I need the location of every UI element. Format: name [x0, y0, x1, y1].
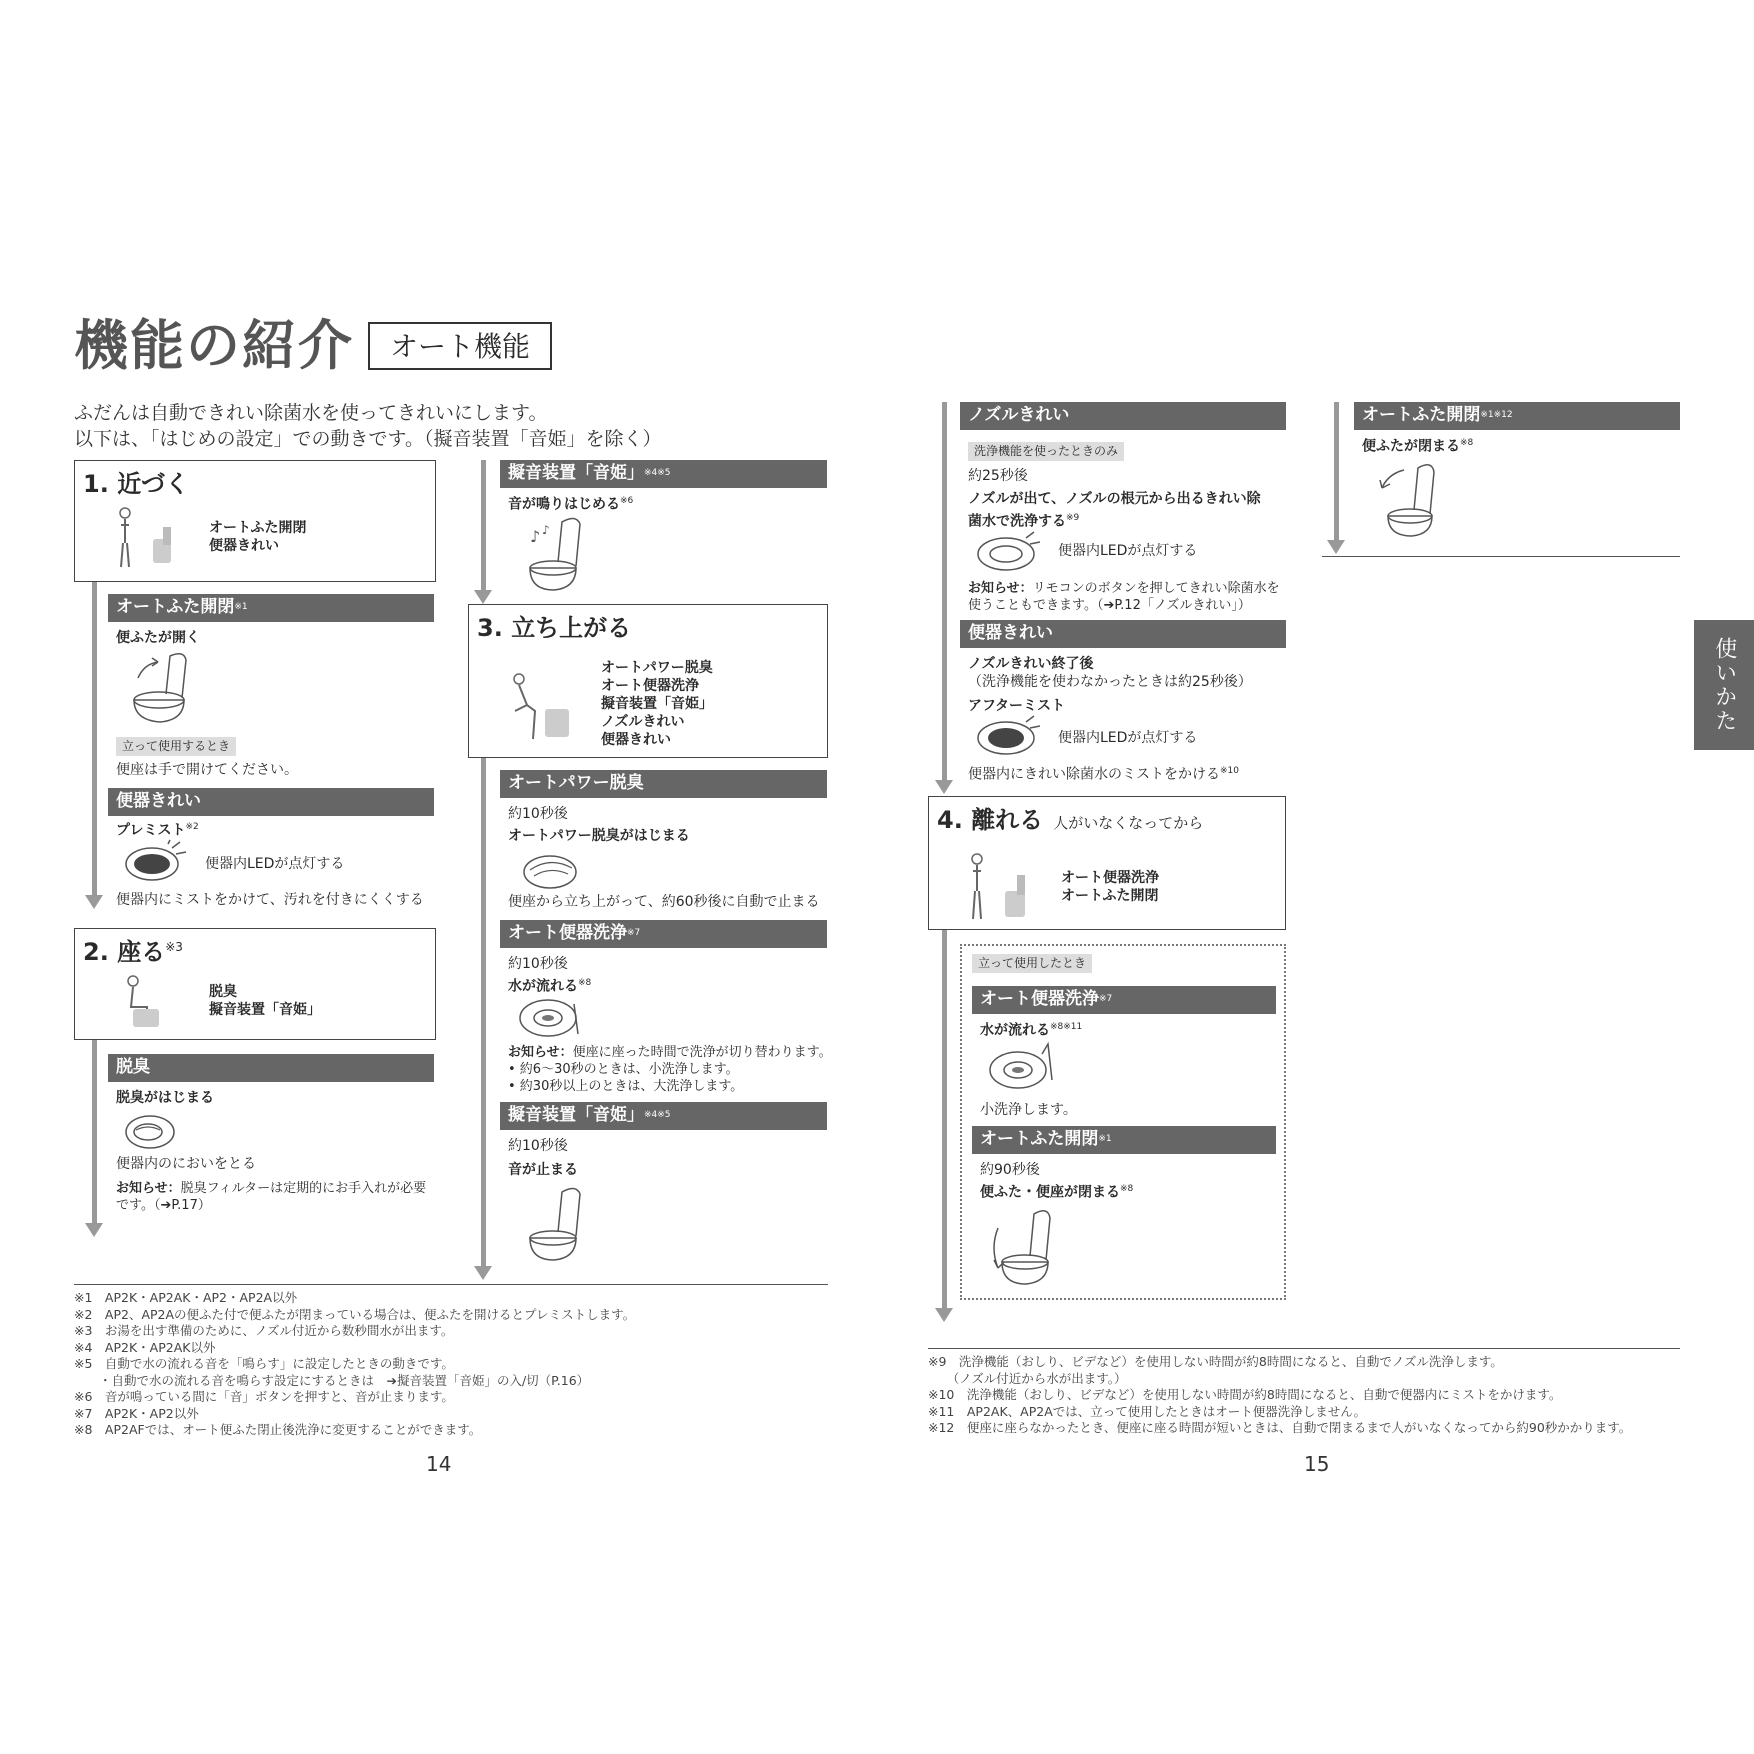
sound-stops-text: 音が止まる [508, 1162, 578, 1178]
step-4-item: オートふた開閉 [1061, 888, 1159, 904]
step-3-box [468, 604, 828, 758]
svg-text:♪: ♪ [530, 527, 541, 546]
r1-desc: ノズルが出て、ノズルの根元から出るきれい除 菌水で洗浄する$^{※9}$ [968, 491, 1261, 530]
bar-auto-lid: オートふた開閉 ※1 [108, 594, 434, 622]
footnote: ※11 AP2AK、AP2Aでは、立って使用したときはオート便器洗浄しません。 [928, 1403, 1367, 1419]
deodorize-notice: お知らせ：脱臭フィルターは定期的にお手入れが必要 です。（➔P.17） [116, 1181, 427, 1213]
flow-arrow [481, 758, 486, 1268]
lid-closing-icon [988, 1204, 1054, 1288]
step-2-heading: 2. 座る$^{※3}$ [83, 938, 183, 966]
r4-lid-close: 便ふた・便座が閉まる$^{※8}$ [980, 1184, 1134, 1201]
power-deodorize-icon [520, 846, 590, 894]
nozzle-led-icon [976, 530, 1046, 576]
r4-water-flows: 水が流れる$^{※8※11}$ [980, 1022, 1083, 1039]
remove-odor-text: 便器内のにおいをとる [116, 1156, 256, 1172]
water-flows-text: 水が流れる$^{※8}$ [508, 978, 592, 995]
toilet-sound-icon [524, 514, 584, 594]
footnote: ・自動で水の流れる音を鳴らす設定にするときは ➔擬音装置「音姫」の入/切（P.16） [74, 1372, 590, 1388]
bar-power-deodorize: オートパワー脱臭 [500, 770, 827, 798]
standing-use-tag: 立って使用するとき [116, 737, 236, 756]
footnote: ※9 洗浄機能（おしり、ビデなど）を使用しない時間が約8時間になると、自動でノズル洗浄します。 [928, 1354, 1503, 1369]
step-3-item: ノズルきれい [601, 714, 685, 730]
r2-after-nozzle: ノズルきれい終了後 [968, 656, 1094, 672]
step-1-item: 便器きれい [209, 538, 279, 554]
r5-lid-close: 便ふたが閉まる$^{※8}$ [1362, 438, 1474, 455]
toilet-lid-open-icon [130, 650, 190, 726]
page-number-right: 15 [1304, 1452, 1330, 1476]
mist-text: 便器内にミストをかけて、汚れを付きにくくする [116, 892, 424, 908]
bar-auto-flush-2: オート便器洗浄 ※7 [972, 986, 1276, 1014]
step-2-item: 擬音装置「音姫」 [209, 1002, 321, 1018]
footnote: ※12 便座に座らなかったとき、便座に座る時間が短いときは、自動で閉まるまで人がいなくなってから約90秒かかります。 [928, 1420, 1632, 1435]
step-3-item: オート便器洗浄 [601, 678, 699, 694]
step-1-heading: 1. 近づく [83, 470, 190, 498]
footnote: ※8 AP2AFでは、オート便ふた閉止後洗浄に変更することができます。 [74, 1422, 482, 1437]
step-2-box [74, 928, 436, 1040]
bar-bowl-clean: 便器きれい [108, 788, 434, 816]
r1-delay: 約25秒後 [968, 468, 1028, 484]
footnote: ※10 洗浄機能（おしり、ビデなど）を使用しない時間が約8時間になると、自動で便器内にミストをかけます。 [928, 1387, 1562, 1402]
aftermist-led-icon [976, 714, 1046, 760]
person-standing-up-icon [505, 671, 571, 743]
footnotes-right [928, 1354, 1631, 1437]
footnote: ※5 自動で水の流れる音を「鳴らす」に設定したときの動きです。 [74, 1356, 454, 1371]
step-3-items [601, 659, 713, 749]
s3b-delay: 約10秒後 [508, 956, 568, 972]
s3c-delay: 約10秒後 [508, 1138, 568, 1154]
lid-opens-text: 便ふたが開く [116, 630, 200, 646]
footnote: ※6 音が鳴っている間に「音」ボタンを押すと、音が止まります。 [74, 1389, 454, 1404]
step-1-items [209, 519, 306, 555]
bar-auto-flush: オート便器洗浄 ※7 [500, 920, 827, 948]
bar-auto-lid-2: オートふた開閉 ※1 [972, 1126, 1276, 1154]
r4-small-flush: 小洗浄します。 [980, 1102, 1077, 1118]
page-number-left: 14 [426, 1452, 452, 1476]
bar-otohime-stop: 擬音装置「音姫」 ※4※5 [500, 1102, 827, 1130]
flow-arrow [942, 402, 947, 782]
flush-icon [516, 994, 588, 1042]
step-4-heading: 4. 離れる 人がいなくなってから [937, 806, 1204, 834]
deodorize-icon [122, 1108, 182, 1154]
s3a-delay: 約10秒後 [508, 806, 568, 822]
step-4-item: オート便器洗浄 [1061, 870, 1159, 886]
step-1-box [74, 460, 436, 582]
footnote: （ノズル付近から水が出ます。） [928, 1370, 1127, 1386]
footnotes-left [74, 1290, 635, 1439]
footnote: ※7 AP2K・AP2以外 [74, 1405, 199, 1421]
sound-start-text: 音が鳴りはじめる$^{※6}$ [508, 496, 634, 513]
step-2-items [209, 983, 321, 1019]
page-title: 機能の紹介 [74, 314, 354, 377]
flush-notice: お知らせ：便座に座った時間で洗浄が切り替わります。 • 約6～30秒のときは、小洗浄します。 • 約30秒以上のときは、大洗浄します。 [508, 1045, 832, 1094]
r5-divider [1322, 556, 1680, 557]
lid-closing-icon-2 [1374, 458, 1440, 542]
step-3-item: 擬音装置「音姫」 [601, 696, 713, 712]
intro-text [74, 400, 661, 452]
premist-label: プレミスト$^{※2}$ [116, 822, 199, 839]
bar-auto-lid-3: オートふた開閉 ※1※12 [1354, 402, 1680, 430]
wash-used-tag: 洗浄機能を使ったときのみ [968, 442, 1124, 461]
footnote: ※1 AP2K・AP2AK・AP2・AP2A以外 [74, 1290, 298, 1305]
flow-arrow [92, 582, 97, 897]
intro-line-2: 以下は、「はじめの設定」での動きです。（擬音装置「音姫」を除く） [74, 428, 662, 450]
step-2-item: 脱臭 [209, 984, 237, 1000]
led-on-text: 便器内LEDが点灯する [205, 856, 345, 872]
bar-nozzle-clean: ノズルきれい [960, 402, 1286, 430]
footnote: ※2 AP2、AP2Aの便ふた付で便ふたが閉まっている場合は、便ふたを開けるとプレミストします。 [74, 1306, 636, 1322]
step-3-heading: 3. 立ち上がる [477, 614, 632, 642]
toilet-closed-icon [524, 1184, 584, 1264]
s3a-stop-text: 便座から立ち上がって、約60秒後に自動で止まる [508, 894, 820, 910]
r1-led-text: 便器内LEDが点灯する [1058, 543, 1198, 559]
subtitle-box: オート機能 [368, 322, 552, 370]
aftermist-label: アフターミスト [968, 698, 1066, 714]
s3a-start: オートパワー脱臭がはじまる [508, 828, 690, 844]
step-4-box [928, 796, 1286, 930]
r1-notice: お知らせ：リモコンのボタンを押してきれい除菌水を 使うこともできます。（➔P.12「ノズルきれい」） [968, 581, 1280, 613]
person-standing-icon [113, 505, 173, 569]
r2-mist-text: 便器内にきれい除菌水のミストをかける$^{※10}$ [968, 766, 1239, 783]
step-3-item: オートパワー脱臭 [601, 660, 713, 676]
step-3-item: 便器きれい [601, 732, 671, 748]
bowl-led-icon [124, 840, 190, 884]
side-tab-usage[interactable]: 使いかた [1694, 620, 1754, 750]
flow-arrow [942, 928, 947, 1310]
flow-arrow [1334, 402, 1339, 542]
step-4-items [1061, 869, 1159, 905]
person-sitting-icon [113, 973, 173, 1031]
footnote-divider-right [928, 1348, 1680, 1349]
open-seat-hint: 便座は手で開けてください。 [116, 762, 298, 778]
r4-delay: 約90秒後 [980, 1162, 1040, 1178]
intro-line-1: ふだんは自動できれい除菌水を使ってきれいにします。 [74, 402, 548, 424]
standing-used-tag: 立って使用したとき [972, 954, 1092, 973]
footnote-divider [74, 1284, 828, 1285]
person-leaving-icon [965, 851, 1029, 921]
footnote: ※4 AP2K・AP2AK以外 [74, 1339, 216, 1355]
step-1-item: オートふた開閉 [209, 520, 307, 536]
flow-arrow [481, 460, 486, 592]
svg-text:♪: ♪ [542, 523, 550, 537]
bar-deodorize: 脱臭 [108, 1054, 434, 1082]
deodorize-start-text: 脱臭がはじまる [116, 1090, 214, 1106]
flow-arrow [92, 1040, 97, 1225]
footnote: ※3 お湯を出す準備のために、ノズル付近から数秒間水が出ます。 [74, 1323, 454, 1338]
r2-led-text: 便器内LEDが点灯する [1058, 730, 1198, 746]
bar-bowl-clean-2: 便器きれい [960, 620, 1286, 648]
r2-condition: （洗浄機能を使わなかったときは約25秒後） [968, 674, 1252, 690]
bar-otohime: 擬音装置「音姫」 ※4※5 [500, 460, 827, 488]
flush-icon-2 [986, 1040, 1058, 1096]
